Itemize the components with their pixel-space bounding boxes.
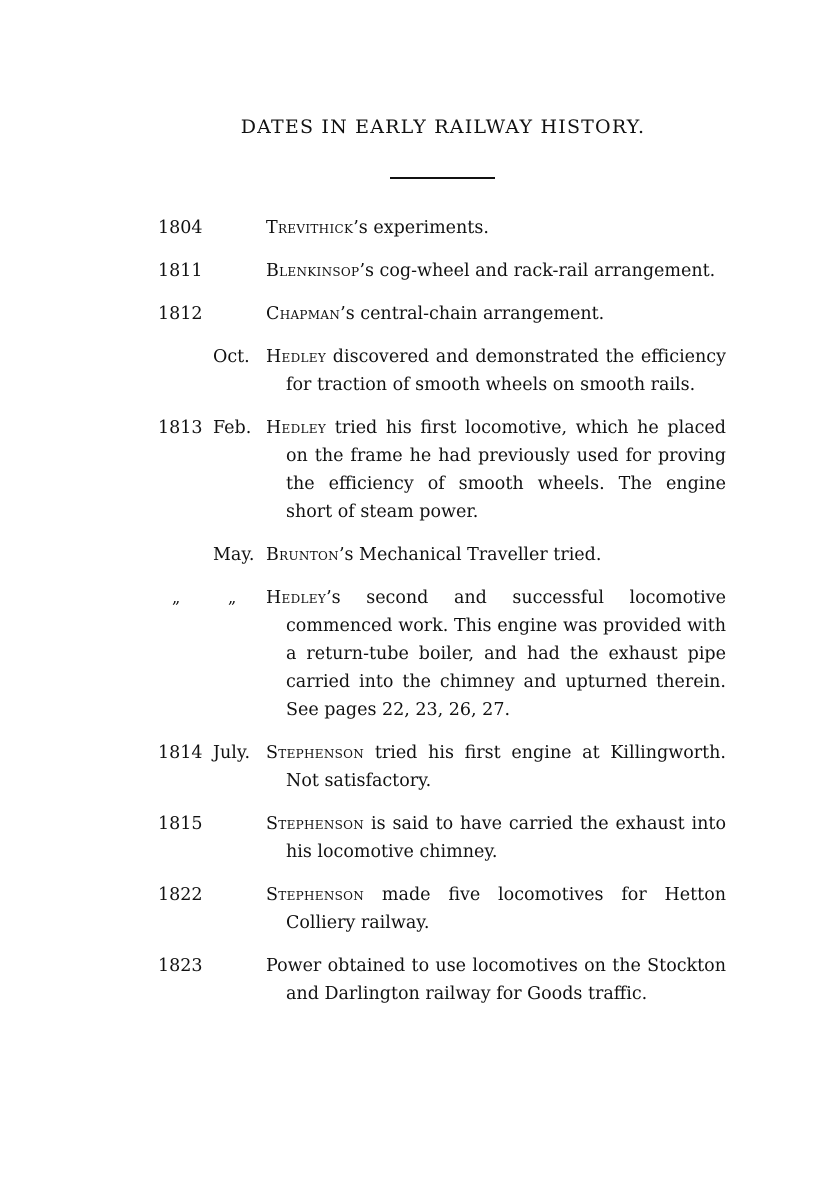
timeline-entry: [158, 739, 726, 795]
entry-name: Hedley: [266, 588, 327, 608]
entry-name: Stephenson: [266, 743, 365, 763]
entry-name: Blenkinsop: [266, 261, 360, 281]
entry-year: 1811: [158, 261, 203, 281]
timeline-entry: [158, 952, 726, 1008]
timeline-entry: [158, 810, 726, 866]
timeline-entry: [158, 257, 726, 285]
entry-text: [266, 257, 726, 285]
entry-month: Oct.: [213, 347, 250, 367]
entry-description: ’s experiments.: [353, 218, 489, 238]
entry-description: is said to have carried the exhaust into his locomotive chimney.: [286, 814, 726, 862]
entry-year: 1804: [158, 218, 203, 238]
timeline-entry: [158, 541, 726, 569]
entry-name: Trevithick: [266, 218, 354, 238]
entry-year: 1822: [158, 885, 203, 905]
entry-description: made five locomotives for Hetton Colliery railway.: [286, 885, 726, 933]
entry-description: ’s second and successful locomotive commenced work. This engine was provided with a return-tube boiler, and had the exhaust pipe carried into the chimney and upturned therein. See pages 22, 23, 26, 27.: [286, 588, 726, 720]
entry-text: [266, 541, 726, 569]
entry-month: Feb.: [213, 418, 252, 438]
entry-name: Hedley: [266, 347, 327, 367]
entry-year: 1823: [158, 956, 203, 976]
entry-year: 1813: [158, 418, 203, 438]
timeline-entry: [158, 584, 726, 724]
entry-description: Power obtained to use locomotives on the Stockton and Darlington railway for Goods traffic.: [266, 956, 726, 1004]
page-title: DATES IN EARLY RAILWAY HISTORY.: [240, 116, 646, 138]
ditto-mark-month: „: [228, 588, 237, 607]
entry-description: ’s central-chain arrangement.: [340, 304, 605, 324]
entry-text: [266, 343, 726, 399]
timeline-list: [158, 214, 726, 1023]
entry-text: [266, 739, 726, 795]
entry-description: tried his first locomotive, which he placed on the frame he had previously used for proving the efficiency of smooth wheels. The engine short of steam power.: [286, 418, 726, 522]
entry-year: 1815: [158, 814, 203, 834]
entry-text: [266, 300, 726, 328]
timeline-entry: [158, 214, 726, 242]
entry-name: Hedley: [266, 418, 327, 438]
entry-text: [266, 952, 726, 1008]
entry-text: [266, 584, 726, 724]
entry-name: Chapman: [266, 304, 341, 324]
entry-year: 1812: [158, 304, 203, 324]
entry-name: Stephenson: [266, 885, 365, 905]
timeline-entry: [158, 300, 726, 328]
entry-text: [266, 214, 726, 242]
entry-text: [266, 810, 726, 866]
entry-text: [266, 414, 726, 526]
entry-year: 1814: [158, 743, 203, 763]
timeline-entry: [158, 881, 726, 937]
entry-description: ’s cog-wheel and rack-rail arrangement.: [359, 261, 716, 281]
entry-name: Stephenson: [266, 814, 365, 834]
entry-text: [266, 881, 726, 937]
entry-description: discovered and demonstrated the efficiency for traction of smooth wheels on smooth rails.: [286, 347, 726, 395]
entry-month: May.: [213, 545, 255, 565]
entry-name: Brunton: [266, 545, 339, 565]
entry-month: July.: [213, 743, 251, 763]
timeline-entry: [158, 414, 726, 526]
timeline-entry: [158, 343, 726, 399]
ditto-mark-year: „: [172, 588, 181, 607]
entry-description: ’s Mechanical Traveller tried.: [338, 545, 602, 565]
title-rule: [390, 177, 495, 179]
entry-description: tried his first engine at Killingworth. Not satisfactory.: [286, 743, 726, 791]
